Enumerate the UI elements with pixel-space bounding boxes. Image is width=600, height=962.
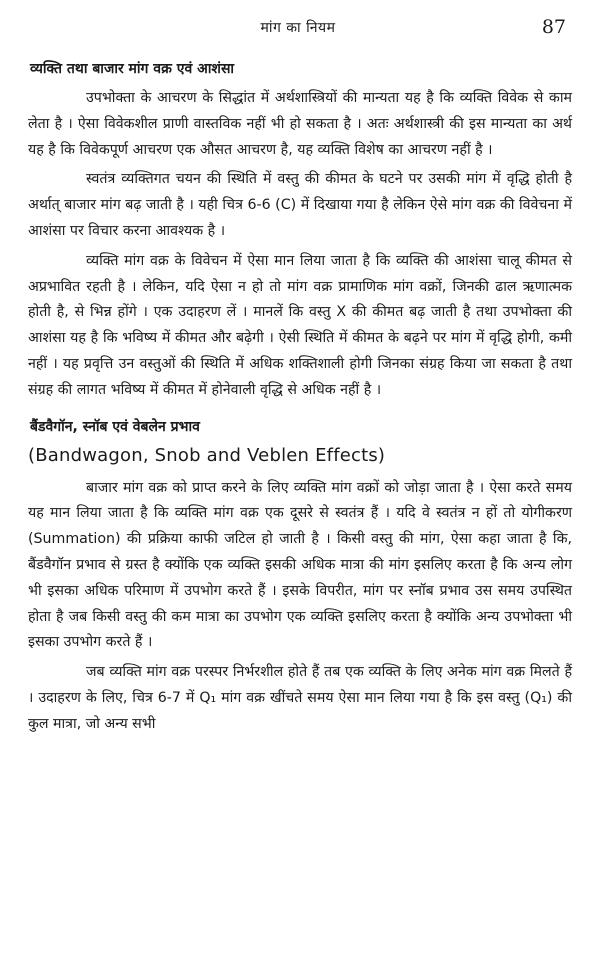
section-heading-bandwagon: बैंडवैगॉन, स्नॉब एवं वेबलेन प्रभाव — [30, 418, 200, 435]
paragraph-market-demand-summation: बाजार मांग वक्र को प्राप्त करने के लिए व्यक्ति मांग वक्रों को जोड़ा जाता है । ऐसा करते समय यह मान लिया जाता है कि व्यक्ति मांग वक्र एक दूसरे से स्वतंत्र हैं । यदि वे स्वतंत्र न हों तो योगीकरण (Summation) की प्रक्रिया काफी जटिल हो जाती है । किसी वस्तु की मांग, ऐसा कहा जाता है कि, बैंडवैगॉन प्रभाव से ग्रस्त है क्योंकि एक व्यक्ति इसकी अधिक मात्रा की मांग इसलिए करता है कि अन्य लोग भी इसका अधिक परिमाण में उपभोग करते हैं । इसके विपरीत, मांग पर स्नॉब प्रभाव उस समय उपस्थित होता है जब किसी वस्तु की कम मात्रा का उपभोग एक व्यक्ति इसलिए करता है क्योंकि अन्य उपभोक्ता भी इसका उपभोग करते हैं । — [28, 479, 572, 651]
paragraph-rational-behaviour: उपभोक्ता के आचरण के सिद्धांत में अर्थशास्त्रियों की मान्यता यह है कि व्यक्ति विवेक से काम लेता है । ऐसा विवेकशील प्राणी वास्तविक नहीं भी हो सकता है । अतः अर्थशास्त्री की इस मान्यता का अर्थ यह है कि विवेकपूर्ण आचरण एक औसत आचरण है, यह व्यक्ति विशेष का आचरण नहीं है । — [28, 90, 572, 158]
running-header — [24, 14, 572, 46]
paragraph-price-expectations: व्यक्ति मांग वक्र के विवेचन में ऐसा मान लिया जाता है कि व्यक्ति की आशंसा चालू कीमत से अप्रभावित रहती है । लेकिन, यदि ऐसा न हो तो मांग वक्र प्रामाणिक मांग वक्रों, जिनकी ढाल ऋणात्मक होती है, से भिन्न होंगे । एक उदाहरण लें । मानलें कि वस्तु X की कीमत बढ़ जाती है तथा उपभोक्ता की आशंसा यह है कि भविष्य में कीमत और बढ़ेगी । ऐसी स्थिति में कीमत के बढ़ने पर मांग में वृद्धि होगी, कमी नहीं । यह प्रवृत्ति उन वस्तुओं की स्थिति में अधिक शक्तिशाली होगी जिनका संग्रह किया जा सकता है तथा संग्रह की लागत भविष्य में कीमत में होनेवाली वृद्धि से अधिक नहीं है । — [28, 252, 572, 398]
paragraph-independent-choice: स्वतंत्र व्यक्तिगत चयन की स्थिति में वस्तु की कीमत के घटने पर उसकी मांग में वृद्धि होती है अर्थात् बाजार मांग बढ़ जाती है । यही चित्र 6-6 (C) में दिखाया गया है लेकिन ऐसे मांग वक्र की विवेचना में आशंसा पर विचार करना आवश्यक है । — [28, 171, 572, 239]
section-heading-expectations: व्यक्ति तथा बाजार मांग वक्र एवं आशंसा — [30, 61, 235, 77]
section-heading-bandwagon-english: (Bandwagon, Snob and Veblen Effects) — [28, 444, 386, 466]
paragraph-interdependent-demand: जब व्यक्ति मांग वक्र परस्पर निर्भरशील होते हैं तब एक व्यक्ति के लिए अनेक मांग वक्र मिलते हैं । उदाहरण के लिए, चित्र 6-7 में Q₁ मांग वक्र खींचते समय ऐसा मान लिया गया है कि इस वस्तु (Q₁) की कुल मात्रा, जो अन्य सभी — [28, 664, 572, 732]
running-title: मांग का नियम — [260, 20, 336, 36]
page-number: 87 — [541, 16, 566, 38]
